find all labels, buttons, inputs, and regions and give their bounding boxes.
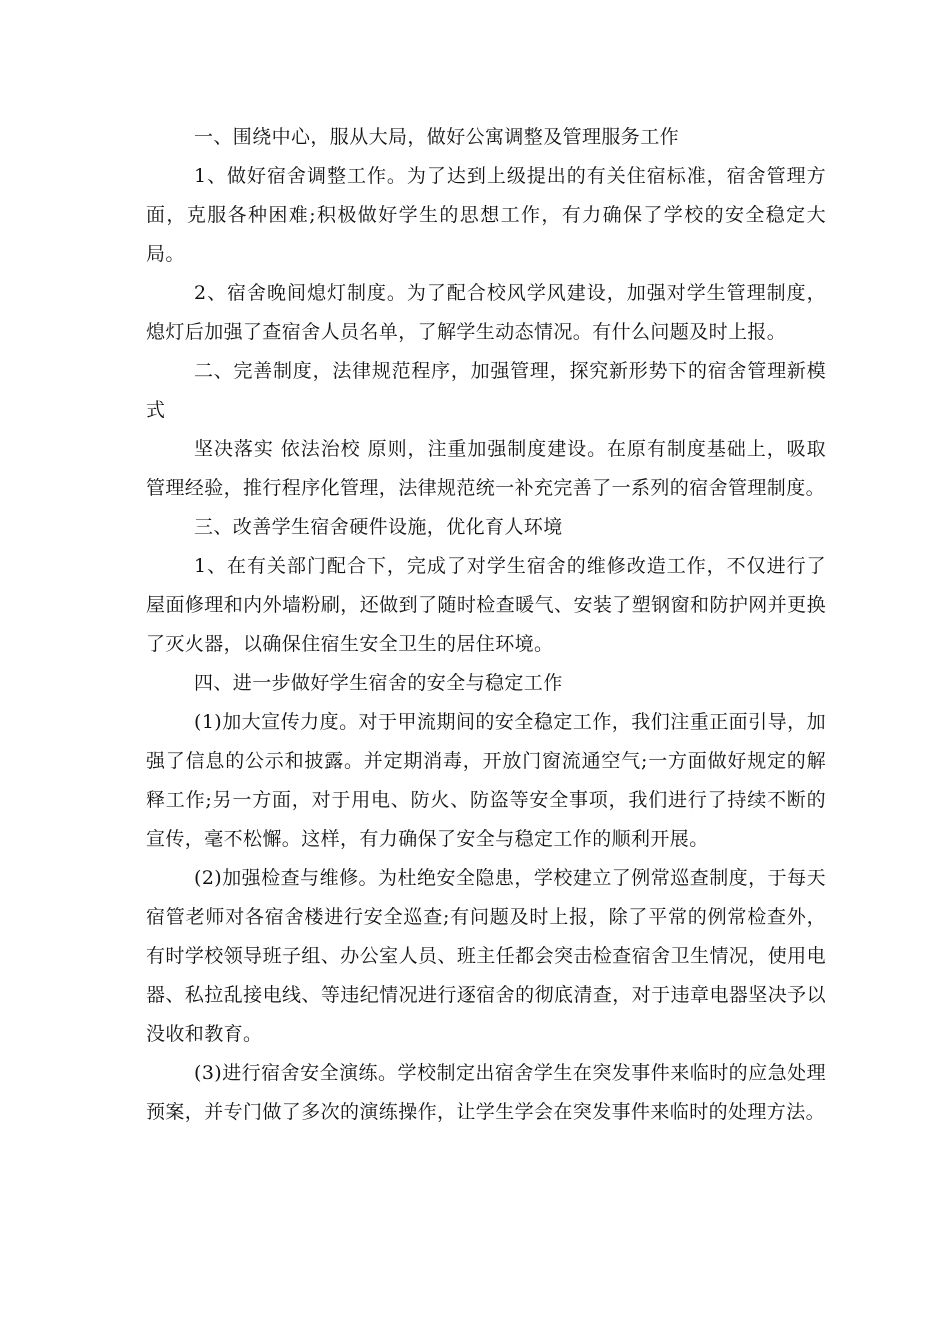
section-heading-2: 二、完善制度，法律规范程序，加强管理，探究新形势下的宿舍管理新模式: [146, 360, 826, 421]
section-heading-1: 一、围绕中心，服从大局，做好公寓调整及管理服务工作: [194, 126, 680, 148]
paragraph-inspection: (2)加强检查与维修。为杜绝安全隐患，学校建立了例常巡查制度，于每天宿管老师对各宿舍楼进行安全巡查;有问题及时上报，除了平常的例常检查外，有时学校领导班子组、办公室人员、班主任都会突击检查宿舍卫生情况，使用电器、私拉乱接电线、等违纪情况进行逐宿舍的彻底清查，对于违章电器坚决予以没收和教育。: [146, 867, 826, 1045]
paragraph-publicity: (1)加大宣传力度。对于甲流期间的安全稳定工作，我们注重正面引导，加强了信息的公示和披露。并定期消毒，开放门窗流通空气;一方面做好规定的解释工作;另一方面，对于用电、防火、防盗等安全事项，我们进行了持续不断的宣传，毫不松懈。这样，有力确保了安全与稳定工作的顺利开展。: [146, 711, 826, 850]
section-heading-4: 四、进一步做好学生宿舍的安全与稳定工作: [194, 672, 563, 694]
paragraph-renovation: 1、在有关部门配合下，完成了对学生宿舍的维修改造工作，不仅进行了屋面修理和内外墙粉刷，还做到了随时检查暖气、安装了塑钢窗和防护网并更换了灭火器，以确保住宿生安全卫生的居住环境。: [146, 555, 826, 655]
paragraph-drill: (3)进行宿舍安全演练。学校制定出宿舍学生在突发事件来临时的应急处理预案，并专门做了多次的演练操作，让学生学会在突发事件来临时的处理方法。: [146, 1062, 826, 1123]
section-heading-3: 三、改善学生宿舍硬件设施，优化育人环境: [194, 516, 563, 538]
paragraph-lights-out: 2、宿舍晚间熄灯制度。为了配合校风学风建设，加强对学生管理制度，熄灯后加强了查宿舍人员名单，了解学生动态情况。有什么问题及时上报。: [146, 282, 826, 343]
paragraph-dorm-adjustment: 1、做好宿舍调整工作。为了达到上级提出的有关住宿标准，宿舍管理方面，克服各种困难;积极做好学生的思想工作，有力确保了学校的安全稳定大局。: [146, 165, 826, 265]
document-body: [146, 118, 826, 1132]
paragraph-rule-of-law: 坚决落实 依法治校 原则，注重加强制度建设。在原有制度基础上，吸取管理经验，推行程序化管理，法律规范统一补充完善了一系列的宿舍管理制度。: [146, 438, 826, 499]
